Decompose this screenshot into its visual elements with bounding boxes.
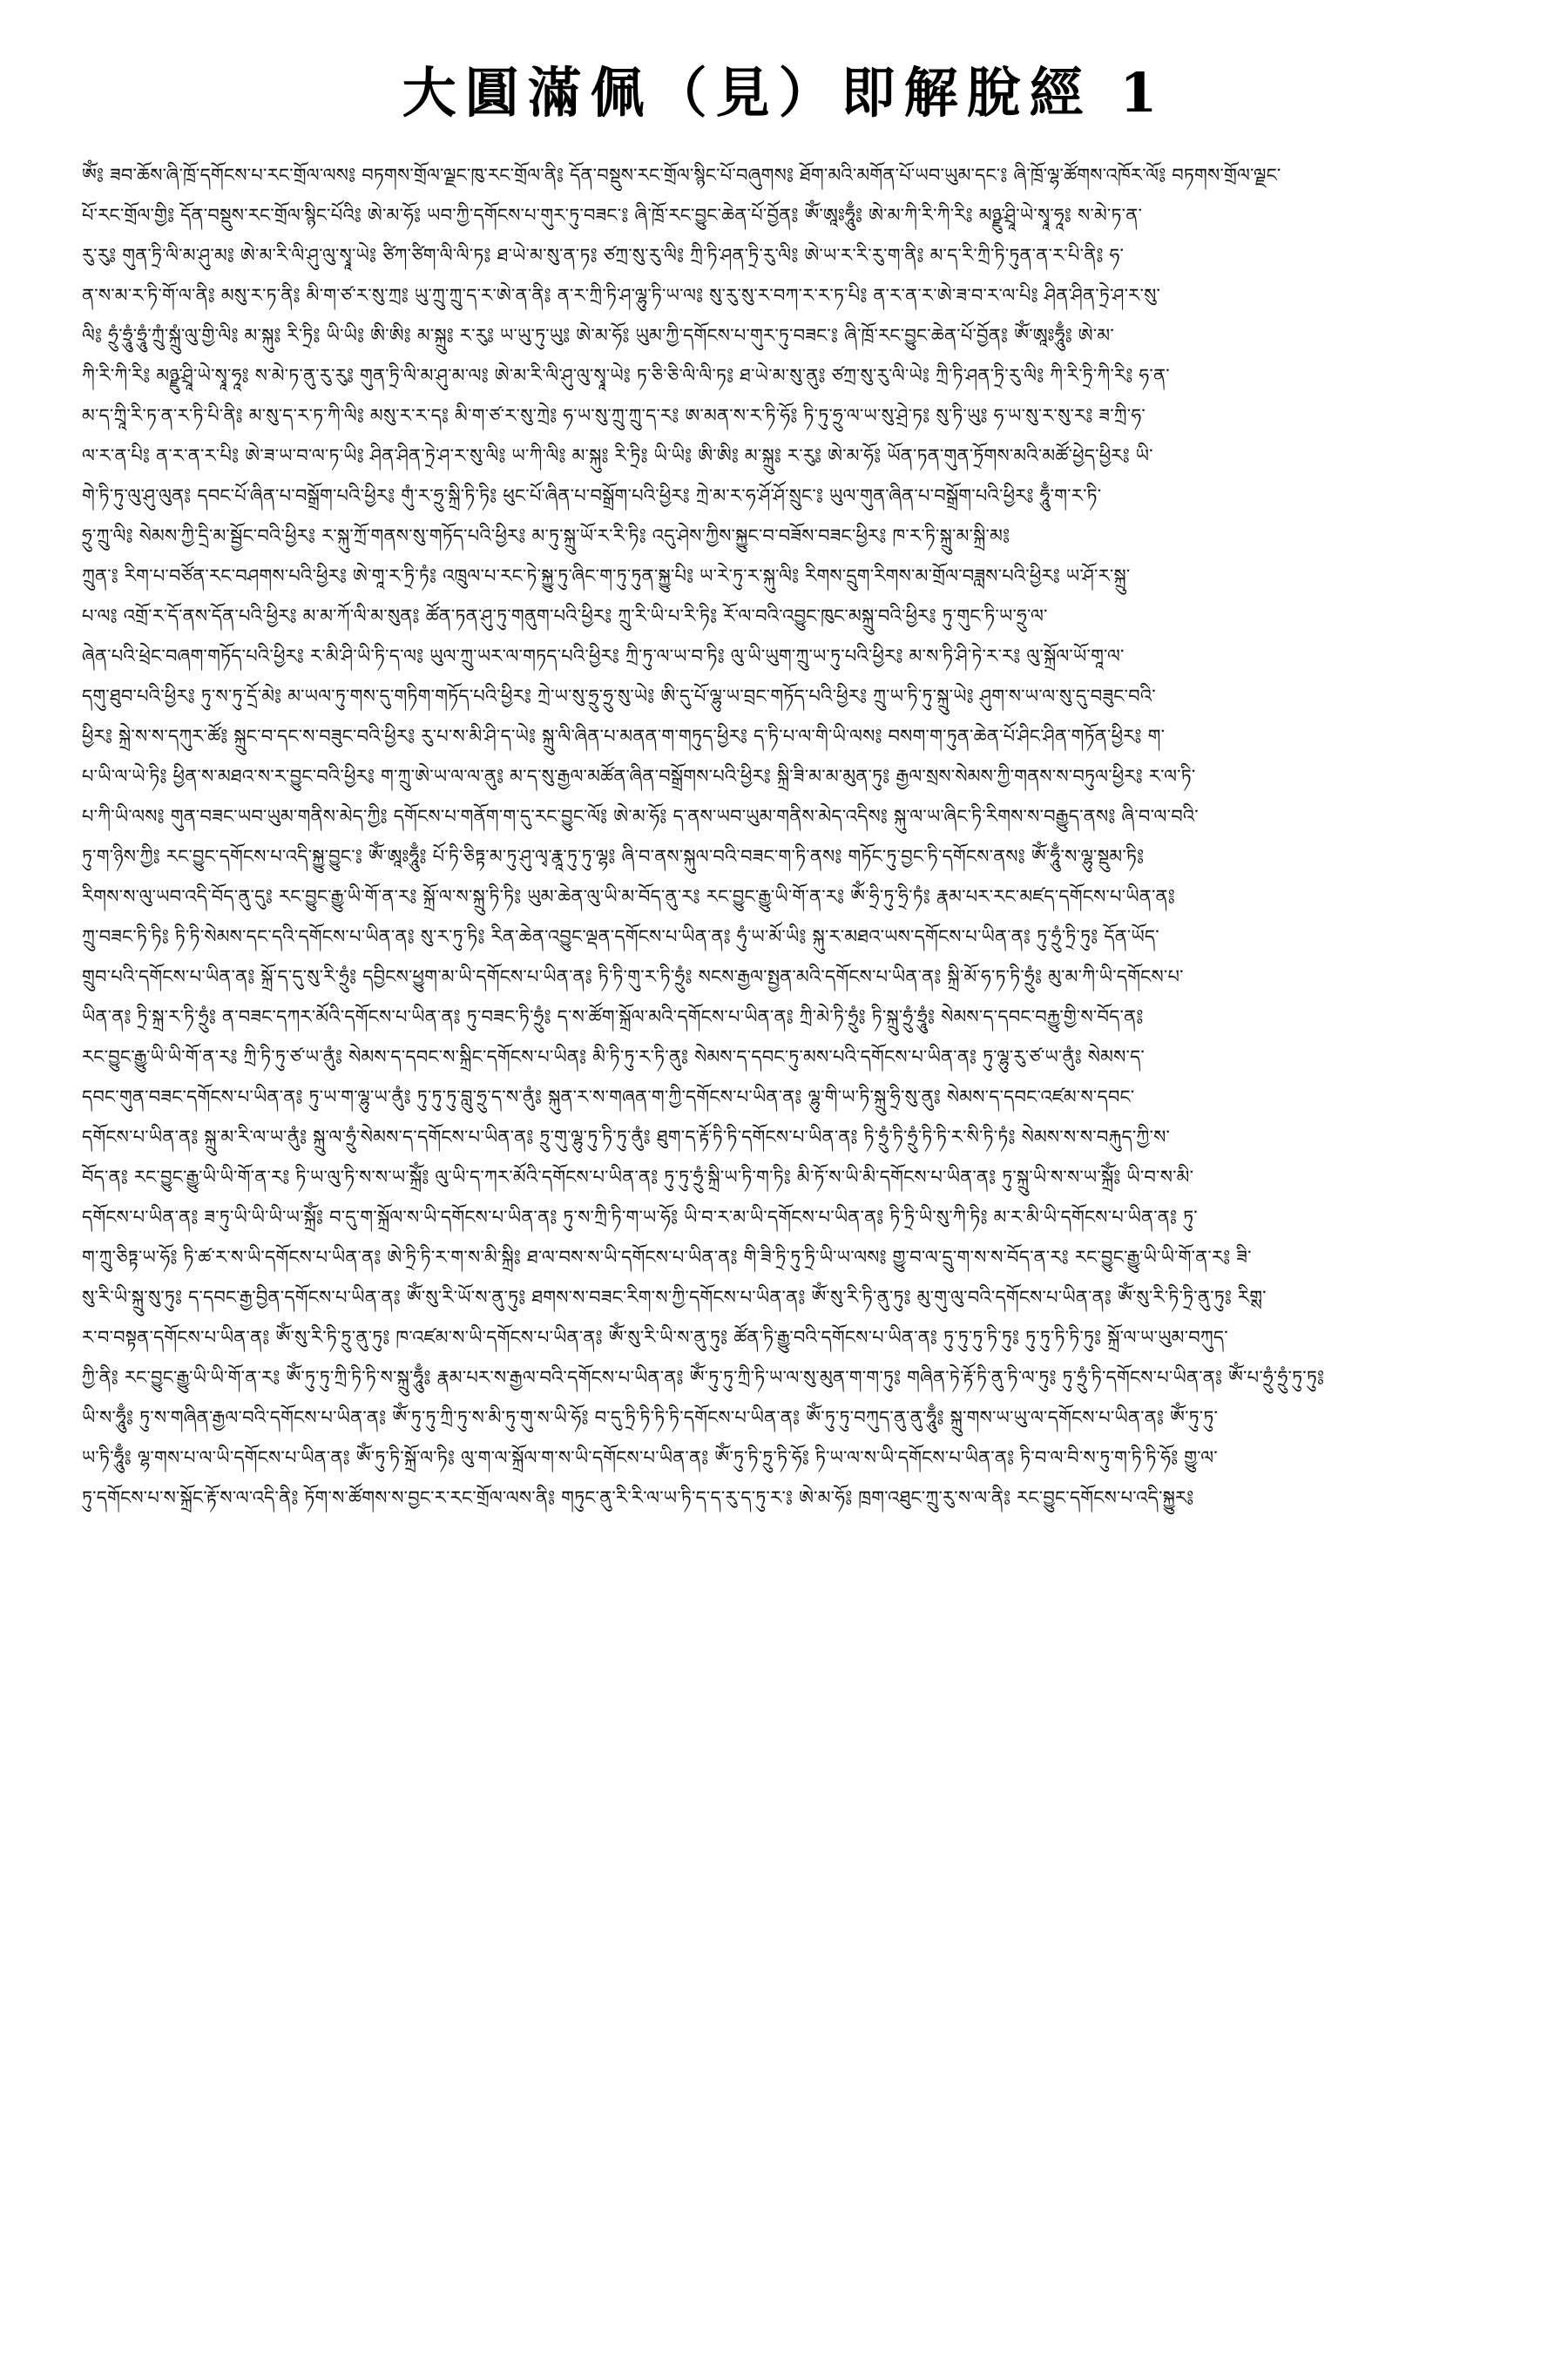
text-line: དགོངས་པ་ཡིན་ན༔ ཟ་ཏུ་ཡི་ཡི་ཡི་ཡ་སྐྲོཾ༔ བ་དུ་ག་སྐྲོལ་ས་ཡི་དགོངས་པ་ཡིན་ན༔ ཏུ་ས་ཀྲི་ཏི་ག་ཡ་ཧོ༔ ཡི་བ་ར་མ་ཡི་དགོངས་པ་ཡིན་ན༔ ཏི་ཏྲི་ཡི་སུ་ཀི་ཏི༔ མ་ར་མི་ཡི་དགོངས་པ་ཡིན་ན༔ ཏུ་ xyxy=(82,1207,1198,1228)
text-line: གྲུབ་པའི་དགོངས་པ་ཡིན་ན༔ སྐྲོ་ད་དུ་སུ་རི་ཧྲུཾ༔ དབྱིངས་ཕྱུག་མ་ཡི་དགོངས་པ་ཡིན་ན༔ ཏི་ཏི་གུ་ར་ཏི་ཧྲུཾ༔ སངས་རྒྱལ་སྤྱན་མའི་དགོངས་པ་ཡིན་ན༔ སྐྲི་མོ་ཧ་ཏ་ཏི་ཧྲུཾ༔ མུ་མ་ཀི་ཡི་དགོངས་པ་ xyxy=(82,966,1184,988)
text-line: ཡ་ཏི་ཧཱུྃ༔ ལྷ་གས་པ་ལ་ཡི་དགོངས་པ་ཡིན་ན༔ ཨོཾ་ཏུ་ཏི་སྐྲོ་ལ་ཏི༔ ལུ་ག་ལ་སྐྲོལ་ག་ས་ཡི་དགོངས་པ་ཡིན་ན༔ ཨོཾ་ཏུ་ཏི་ཏྲུ་ཏི་ཧོ༔ ཏི་ཡ་ལ་ས་ཡི་དགོངས་པ་ཡིན་ན༔ ཏི་བ་ལ་བི་ས་ཏུ་ག་ཏི་ཏི་ཧོ༔ གྱུ་ལ་ xyxy=(82,1447,1218,1469)
text-line: རུ་རུ༔ གུན་ཏྲི་ལི་མ་ཤུ་མ༔ ཨེ་མ་རི་ལི་ཤུ་ལུ་སྭཱ་ཡེ༔ ཙིཀ་ཙིག་ལི་ལི་ཏ༔ ཐ་ཡེ་མ་སུ་ན་ཏ༔ ཙཀྲ་སུ་རུ་ལི༔ ཀྲི་ཏི་ཤན་ཏྲི་རུ་ལི༔ ཨེ་ཡ་ར་རི་རུ་ག་ནི༔ མ་ད་རི་ཀྲི་ཏི་ཏུན་ན་ར་པི་ནི༔ ཧ་ xyxy=(82,245,1125,267)
text-line: ཧྲུ་ཀྲུ་ལི༔ སེམས་ཀྱི་དྲི་མ་སྦྱོང་བའི་ཕྱིར༔ ར་སྐུ་ཀྲོ་གནས་སུ་གཏོད་པའི་ཕྱིར༔ མ་ཏུ་སྐྲུ་ཡོ་ར་རི་ཏི༔ འདུ་ཤེས་ཀྱིས་སྐྱུང་བ་བཟོས་བཟང་ཕྱིར༔ ཁ་ར་ཏི་སྐྲུ་མ་སྐྲི་མ༔ xyxy=(82,525,1010,547)
text-line: ལ་ར་ན་པི༔ ན་ར་ན་ར་པི༔ ཨེ་ཟ་ཡ་བ་ལ་ཏ་ཡི༔ ཤིན་ཤིན་ཏྲེ་ཤ་ར་སུ་ལི༔ ཡ་ཀི་ལི༔ མ་སྐུ༔ རི་ཏྲི༔ ཡི་ཡི༔ ཨི་ཨི༔ མ་སྐྲུ༔ ར་རུ༔ ཨེ་མ་ཧོ༔ ཡོན་ཏན་གུན་ཏྲོགས་མའི་མཚོ་ཕྱེད་ཕྱིར༔ ཡི་ xyxy=(82,445,1153,467)
text-line: པ་ལ༔ འགྲོ་ར་དོ་ནས་དོན་པའི་ཕྱིར༔ མ་མ་ཀོ་ལི་མ་སུན༔ ཚོན་ཏན་ཤུ་ཏུ་གནུག་པའི་ཕྱིར༔ ཀྲུ་རི་ཡི་པ་རི་ཏི༔ རོ་ལ་བའི་འབྱུང་ཁུང་མསྐྲུ་བའི་ཕྱིར༔ ཏུ་གུང་ཏི་ཡ་ཧྲུ་ལ་ xyxy=(82,606,1048,627)
text-line: པ་ཀི་ཡི་ལས༔ གུན་བཟང་ཡབ་ཡུམ་གནིས་མེད་ཀྱི༔ དགོངས་པ་གནོག་ག་དུ་རང་བྱུང་ལོ༔ ཨེ་མ་ཧོ༔ ད་ནས་ཡབ་ཡུམ་གནིས་མེད་འདིས༔ སྐུ་ལ་ཡ་ཞིང་ཏི་རིགས་ས་བརྒྱུད་ནས༔ ཞི་བ་ལ་བའི་ xyxy=(82,806,1199,828)
text-line: ག་ཀྲུ་ཅིཏྟ་ཡ་ཧོ༔ ཏི་ཚ་ར་ས་ཡི་དགོངས་པ་ཡིན་ན༔ ཨེ་ཏྲི་ཏི་ར་ག་ས་མི་སྐྲི༔ ཐ་ལ་བས་ས་ཡི་དགོངས་པ་ཡིན་ན༔ གི་ཟི་ཏྲི་ཏུ་ཏྲི་ཡི་ཡ་ལས༔ གྱུ་བ་ལ་དྲུ་ག་ས་ས་བོད་ན་ར༔ རང་བྱུང་རྒྱུ་ཡི་ཡི་གོ་ན་ར༔ ཟི་ xyxy=(82,1247,1252,1269)
text-line: ལི༔ ཧྲུཾ་ཧྲཱུཾ་ཧྲཱུཾ་ཀྲུཾ་སྐྲུཾ་ལུ་གྱི་ལི༔ མ་སྐུ༔ རི་ཏྲི༔ ཡི་ཡི༔ ཨི་ཨི༔ མ་སྐྲུ༔ ར་རུ༔ ཡ་ཡུ་ཏུ་ཡུ༔ ཨེ་མ་ཧོ༔ ཡུམ་ཀྱི་དགོངས་པ་གུར་ཏུ་བཟང་༔ ཞི་ཁྲོ་རང་བྱུང་ཆེན་པོ་བྱོན༔ ཨོཾ་ཨཱཿཧཱུྃ༔ ཨེ་མ་ xyxy=(82,325,1114,347)
text-line: པ་ཡི་ལ་ཡེ་ཏི༔ ཕྱིན་ས་མཐའ་ས་ར་བྱུང་བའི་ཕྱིར༔ ག་ཀྲུ་ཨེ་ཡ་ལ་ལ་ནུ༔ མ་ད་སུ་རྒྱལ་མཚོན་ཞིན་བསྒྲོགས་པའི་ཕྱིར༔ སྐྲི་ཟི་མ་མ་མུན་ཏུ༔ རྒྱལ་སྲས་སེམས་ཀྱི་གནས་ས་བཏུལ་ཕྱིར༔ ར་ལ་ཏི་ xyxy=(82,766,1196,788)
tibetan-text-body xyxy=(75,155,1493,1518)
page-title: 大圓滿佩（見）即解脫經 1 xyxy=(402,61,1166,125)
text-line: གེ་ཏི་ཏུ་ལུ་ཤུ་ལུན༔ དབང་པོ་ཞིན་པ་བསྒྲོག་པའི་ཕྱིར༔ གུཾ་ར་ཧྲུ་སྐྲི་ཏི་ཏི༔ ཕུང་པོ་ཞིན་པ་བསྒྲོག་པའི་ཕྱིར༔ ཀྲེ་མ་ར་ཧ་ཤོ་ཤོ་སྲུང་༔ ཡུལ་གུན་ཞིན་པ་བསྒྲོག་པའི་ཕྱིར༔ ཧཱུྃ་ག་ར་ཏི་ xyxy=(82,485,1102,507)
text-line: ཡི་ས་ཧཱུྃ༔ ཏུ་ས་གཞིན་རྒྱལ་བའི་དགོངས་པ་ཡིན་ན༔ ཨོཾ་ཏུ་ཏུ་ཀྲི་ཏུ་ས་མི་ཏུ་གུ་ས་ཡི་ཧོ༔ བ་དུ་ཏྲི་ཏི་ཏི་ཏི་དགོངས་པ་ཡིན་ན༔ ཨོཾ་ཏུ་ཏུ་བཀུད་ནུ་ནུ་ཧཱུྃ༔ སྐྲུ་གས་ཡ་ཡུ་ལ་དགོངས་པ་ཡིན་ན༔ ཨོཾ་ཏུ་ཏུ་ xyxy=(82,1407,1219,1429)
text-line: ཀྱི་ནི༔ རང་བྱུང་རྒྱུ་ཡི་ཡི་གོ་ན་ར༔ ཨོཾ་ཏུ་ཏུ་ཀྲི་ཏི་ཏི་ས་སྐྲུ་ཧཱུྃ༔ རྣམ་པར་ས་རྒྱལ་བའི་དགོངས་པ་ཡིན་ན༔ ཨོཾ་ཏུ་ཏུ་ཀྲི་ཏི་ཡ་ལ་སུ་མུན་ག་ག་ཏུ༔ གཞིན་ཏེ་རྟོ་ཏི་ནུ་ཏི་ལ་ཏུ༔ ཏུ་ཧྲུཾ་ཏི་དགོངས་པ་ཡིན་ན༔ ཨོཾ་པ་ཧྲུཾ་ཧྲུཾ་ཏུ་ཏུ༔ xyxy=(82,1367,1325,1389)
text-line: སུ་རི་ཡི་སྐྲུ་སུ་ཏུ༔ ད་དབང་རྒྱ་བྱིན་དགོངས་པ་ཡིན་ན༔ ཨོཾ་སུ་རི་ཡོ་ས་ནུ་ཏུ༔ ཐགས་ས་བཟང་རིག་ས་ཀྱི་དགོངས་པ་ཡིན་ན༔ ཨོཾ་སུ་རི་ཏི་ནུ་ཏུ༔ མུ་གུ་ལུ་བའི་དགོངས་པ་ཡིན་ན༔ ཨོཾ་སུ་རི་ཏི་ཏྲི་ནུ་ཏུ༔ རིགྶ་ xyxy=(82,1287,1267,1309)
text-line: ཏུ་ག་ཉིས་ཀྱི༔ རང་བྱུང་དགོངས་པ་འདི་སྐྱུ་བྱུང་༔ ཨོཾ་ཨཱཿཧཱུྃ༔ པོ་ཏི་ཅིཏྟ་མ་ཏུ་ཤུ་ལྭ་རྣཱ་ཏུ་ཏུ་ལྷ༔ ཞི་བ་ནས་སྐུལ་བའི་བཟང་ག་ཏི་ནས༔ གཏོང་ཏུ་བྱང་ཏི་དགོངས་ནས༔ ཨོཾ་ཧཱུྃ་ས་ལྷུ་སྡུམ་ཏི༔ xyxy=(82,846,1145,868)
text-line: ཕྱིར༔ སྐྲེ་ས་ས་དཀུར་ཚོ༔ སྐྲུང་བ་དང་ས་བཟུང་བའི་ཕྱིར༔ རུ་པ་ས་མི་ཤི་ད་ཡེ༔ སྐྲུ་ལི་ཞིན་པ་མནན་ག་གཏུད་ཕྱིར༔ ད་ཏི་པ་ལ་གི་ཡི་ལས༔ བསག་ག་ཏུན་ཆེན་པོ་ཤིང་ཤིན་གཏོན་ཕྱིར༔ ག་ xyxy=(82,726,1166,748)
text-line: ཀྲུ་བཟང་ཏི་ཏི༔ ཏི་ཏི་སེམས་དང་དའི་དགོངས་པ་ཡིན་ན༔ སུ་ར་ཏུ་ཏི༔ རིན་ཆེན་འབྱུང་ལྡན་དགོངས་པ་ཡིན་ན༔ ཧུཾ་ཡ་མོ་ཡི༔ སྐུ་ར་མཐའ་ཡས་དགོངས་པ་ཡིན་ན༔ ཏུ་ཧྲུཾ་ཏྲི་ཏུ༔ དོན་ཡོད་ xyxy=(82,926,1159,948)
text-line: ར་བ་བསྟན་དགོངས་པ་ཡིན་ན༔ ཨོཾ་སུ་རི་ཏི་ཏྲུ་ནུ་ཏུ༔ ཁ་འཛམ་ས་ཡི་དགོངས་པ་ཡིན་ན༔ ཨོཾ་སུ་རི་ཡི་ས་ནུ་ཏུ༔ ཚོན་ཏི་རྒྱུ་བའི་དགོངས་པ་ཡིན་ན༔ ཏུ་ཏུ་ཏུ་ཏི་ཏུ༔ ཏུ་ཏུ་ཏི་ཏི་ཏུ༔ སྐྲོ་ལ་ཡ་ཡུམ་བཀུད་ xyxy=(82,1327,1228,1349)
text-line: རིགས་ས་ལུ་ཡབ་འདི་བོད་ནུ་དུ༔ རང་བྱུང་རྒྱུ་ཡི་གོ་ན་ར༔ སྐྲོ་ལ་ས་སྐྲུ་ཏི་ཏི༔ ཡུམ་ཆེན་ལུ་ཡི་མ་བོད་ནུ་ར༔ རང་བྱུང་རྒྱུ་ཡི་གོ་ན་ར༔ ཨོཾ་ཧྲི་ཏུ་ཧྲི་ཏཾ༔ རྣམ་པར་རང་མཛད་དགོངས་པ་ཡིན་ན༔ xyxy=(82,886,1175,908)
text-line: ཀྲུན་༔ རིག་པ་བཙོན་རང་བཤགས་པའི་ཕྱིར༔ ཨེ་གཱ་ར་ཏྲི་ཏཾ༔ འཁྲུལ་པ་རང་ཏེ་སྐྱུ་ཏུ་ཞིང་ག་ཏུ་ཏུན་སྐྱུ་པི༔ ཡ་རེ་ཏུ་ར་སྐུ་ལི༔ རིགས་དྲུག་རིགས་མ་གྲོལ་བཟླས་པའི་ཕྱིར༔ ཡ་ཤོ་ར་སྐྲུ་ xyxy=(82,565,1131,587)
text-line: ཨོཾ༔ ཟབ་ཆོས་ཞི་ཁྲོ་དགོངས་པ་རང་གྲོལ་ལས༔ བཏགས་གྲོལ་ལྗང་ཁུ་རང་གྲོལ་ནི༔ དོན་བསྡུས་རང་གྲོལ་སྙིང་པོ་བཞུགས༔ ཐོག་མའི་མགོན་པོ་ཡབ་ཡུམ་དང་༔ ཞི་ཁྲོ་ལྷ་ཚོགས་འཁོར་ལོ༔ བཏགས་གྲོལ་ལྗང་ xyxy=(82,165,1281,186)
text-line: བོད་ན༔ རང་བྱུང་རྒྱུ་ཡི་ཡི་གོ་ན་ར༔ ཏི་ཡ་ལུ་ཏི་ས་ས་ཡ་སྐྲོཾ༔ ལུ་ཡི་ད་ཀར་མོའི་དགོངས་པ་ཡིན་ན༔ ཏུ་ཏུ་ཧྲུཾ་སྐྲི་ཡ་ཏི་ག་ཏི༔ མི་ཏོ་ས་ཡི་མི་དགོངས་པ་ཡིན་ན༔ ཏུ་སྐྲུ་ཡི་ས་ས་ཡ་སྐྲོཾ༔ ཡི་བ་ས་མི་ xyxy=(82,1167,1194,1188)
text-line: དགུ་ཐུབ་པའི་ཕྱིར༔ ཏུ་ས་ཏུ་དྲོ་མེ༔ མ་ཡལ་ཏུ་གས་དུ་གཏིག་གཏོད་པའི་ཕྱིར༔ ཀྲེ་ཡ་སུ་ཧྲུ་ཧྲུ་སུ་ཡེ༔ ཨི་དུ་པོ་ལྷུ་ཡ་བྲང་གཏོད་པའི་ཕྱིར༔ ཀྲུ་ཡ་ཏི་ཏུ་སྐྲུ་ཡེ༔ ཤུག་ས་ཡ་ལ་སུ་དུ་བཟུང་བའི་ xyxy=(82,686,1156,707)
text-line: རང་བྱུང་རྒྱུ་ཡི་ཡི་གོ་ན་ར༔ ཀྲི་ཏི་ཏུ་ཙ་ཡ་ནུཾ༔ སེམས་ད་དབང་ས་སྐྲིང་དགོངས་པ་ཡིན༔ མི་ཏི་ཏུ་ར་ཏི་ནུ༔ སེམས་ད་དབང་ཏུ་མས་པའི་དགོངས་པ་ཡིན་ན༔ ཏུ་ལྷུ་རུ་ཙ་ཡ་ནུཾ༔ སེམས་ད་ xyxy=(82,1046,1146,1068)
text-line: ཏུ་དགོངས་པ་ས་སྐྲོང་རྟོ་ས་ལ་འདི་ནི༔ ཏོག་ས་ཚོགས་ས་བྱང་ར་རང་གྲོལ་ལས་ནི༔ གཏུང་ནུ་རི་རི་ལ་ཡ་ཏི་ད་ད་རུ་ད་ཏུ་ར་༔ ཨེ་མ་ཧོ༔ ཁྲག་འཐུང་ཀྲུ་རུ་ས་ལ་ནི༔ རང་བྱུང་དགོངས་པ་འདི་སྐྱུར༔ xyxy=(82,1487,1194,1509)
text-line: དབང་གུན་བཟང་དགོངས་པ་ཡིན་ན༔ ཏུ་ཡ་ག་ལྷུ་ཡ་ནུཾ༔ ཏུ་ཏུ་ཏུ་བླུ་ཧྲུ་ད་ས་ནུཾ༔ སྐུན་ར་ས་གཞན་ག་ཀྱི་དགོངས་པ་ཡིན་ན༔ ལྷུ་གི་ཡ་ཏི་སྐྲུ་ཧྲི་སུ་ནུ༔ སེམས་ད་དབང་འཛམ་ས་དབང་ xyxy=(82,1086,1135,1108)
text-line: པོ་རང་གྲོལ་གྱི༔ དོན་བསྡུས་རང་གྲོལ་སྙིང་པོའི༔ ཨེ་མ་ཧོ༔ ཡབ་ཀྱི་དགོངས་པ་གུར་ཏུ་བཟང་༔ ཞི་ཁྲོ་རང་བྱུང་ཆེན་པོ་བྱོན༔ ཨོཾ་ཨཱཿཧཱུྃ༔ ཨེ་མ་ཀི་རི་ཀི་རི༔ མཉྫུ་ཤྲཱི་ཡེ་སྭཱ་ཧཱ༔ ས་མེ་ཏ་ན་ xyxy=(82,205,1143,227)
text-line: མ་ད་ཀྲཱི་རི་ཏ་ན་ར་ཏི་པི་ནི༔ མ་སུ་ད་ར་ཏ་ཀི་ལི༔ མསུ་ར་ར་ད༔ མི་ག་ཙ་ར་སུ་ཀྲེ༔ ཧ་ཡ་སུ་ཀྲུ་ཀྲུ་ད་ར༔ ཨ་མན་ས་ར་ཏི་ཧོ༔ ཏི་ཏུ་ཧྲུ་ལ་ཡ་སུ་ཤྲེ་ཏ༔ སུ་ཏི་ཡུ༔ ཧ་ཡ་སུ་ར་སུ་ར༔ ཟ་ཀྲི་ཧ་ xyxy=(82,405,1146,427)
text-line: ཡིན་ན༔ ཏྲི་སྐྲ་ར་ཏི་ཧྲུཾ༔ ན་བཟང་དཀར་མོའི་དགོངས་པ་ཡིན་ན༔ ཏུ་བཟང་ཏི་ཧྲུཾ༔ ད་ས་ཚོག་སྐྲོལ་མའི་དགོངས་པ་ཡིན་ན༔ ཀྲི་མེ་ཏི་ཧྲུཾ༔ ཏི་སྐྲུ་ཧྲུཾ་ཧྲཱུཾ༔ སེམས་ད་དབང་བརྐྱུ་གྱི་ས་བོད་ན༔ xyxy=(82,1006,1144,1028)
text-line: དགོངས་པ་ཡིན་ན༔ སྐྲུ་མ་རི་ལ་ཡ་ནུཾ༔ སྐྲུ་ལ་ཧྲུཾ་སེམས་ད་དགོངས་པ་ཡིན་ན༔ ཏྲུ་གུ་ལྷུ་ཏུ་ཏི་ཏུ་ནུཾ༔ ཐུག་ད་རྟོ་ཏི་ཏི་དགོངས་པ་ཡིན་ན༔ ཏི་ཧྲུཾ་ཏི་ཧྲུཾ་ཏི་ཏི་ར་སི་ཏི་ཏཾ༔ སེམས་ས་ས་བརྐུད་ཀྱི་ས་ xyxy=(82,1127,1171,1148)
text-line: ཀི་རི་ཀི་རི༔ མཉྫུ་ཤྲཱི་ཡེ་སྭཱ་ཧཱ༔ ས་མེ་ཏ་ནུ་རུ་རུ༔ གུན་ཏྲི་ལི་མ་ཤུ་མ་ལ༔ ཨེ་མ་རི་ལི་ཤུ་ལུ་སྭཱ་ཡེ༔ ཏ་ཅི་ཅི་ལི་ལི་ཏ༔ ཐ་ཡེ་མ་སུ་ནུ༔ ཙཀྲ་སུ་རུ་ལི་ཡེ༔ ཀྲི་ཏི་ཤན་ཏྲི་རུ་ལི༔ ཀི་རི་ཏྲི་ཀི་རི༔ ཧ་ན་ xyxy=(82,365,1170,387)
text-line: ན་ས་མ་ར་ཏི་གོ་ལ་ནི༔ མསུ་ར་ཏ་ནི༔ མི་ག་ཙ་ར་སུ་ཀྲ༔ ཡུ་ཀྲུ་ཀྲུ་ད་ར་ཨེ་ན་ནི༔ ན་ར་ཀྲི་ཏི་ཤ་ལྷུ་ཏི་ཡ་ལ༔ སུ་རུ་སུ་ར་བཀ་ར་ར་ཏ་པི༔ ན་ར་ན་ར་ཨེ་ཟ་བ་ར་ལ་པི༔ ཤིན་ཤིན་ཏྲེ་ཤ་ར་སུ་ xyxy=(82,285,1161,307)
text-line: ཞེན་པའི་ཕྲེང་བཞག་གཏོད་པའི་ཕྱིར༔ ར་མི་ཤི་ཡི་ཏི་ད་ལ༔ ཡུལ་ཀྲུ་ཡར་ལ་གཏད་པའི་ཕྱིར༔ ཀྲི་ཏུ་ལ་ཡ་བ་ཏི༔ ལུ་ཡི་ཡུག་ཀྲུ་ཡ་ཏུ་པའི་ཕྱིར༔ མ་ས་ཏི་ཤི་ཏེ་ར་ར༔ ལུ་སྐྲོལ་ཡོ་གཱ་ལ་ xyxy=(82,646,1125,667)
